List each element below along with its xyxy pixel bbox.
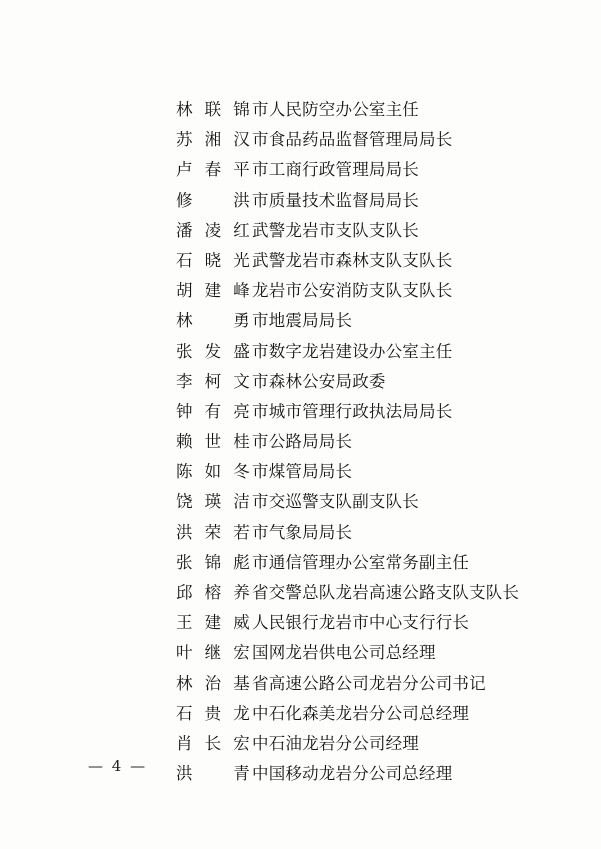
person-name: 肖长宏 (176, 733, 250, 753)
person-name: 林联锦 (176, 100, 250, 119)
person-title: 中国移动龙岩分公司总经理 (252, 764, 453, 784)
person-title: 武警龙岩市森林支队支队长 (252, 250, 453, 270)
person-name: 修 洪 (176, 190, 250, 210)
list-item (176, 428, 601, 458)
person-title: 市气象局局长 (252, 522, 353, 542)
list-item (176, 277, 601, 307)
list-item (176, 398, 601, 428)
list-item (176, 187, 601, 217)
list-item (176, 247, 601, 277)
list-item (176, 458, 601, 488)
list-item (176, 760, 601, 790)
person-name: 饶瑛洁 (176, 492, 250, 512)
person-title: 市数字龙岩建设办公室主任 (252, 341, 453, 361)
list-item (176, 639, 601, 669)
person-name: 王建威 (176, 613, 250, 633)
list-item (176, 307, 601, 337)
person-title: 中石化森美龙岩分公司总经理 (252, 703, 470, 723)
person-title: 国网龙岩供电公司总经理 (252, 643, 436, 663)
person-name: 林治基 (176, 673, 250, 693)
person-title: 武警龙岩市支队支队长 (252, 220, 419, 240)
list-item (176, 96, 601, 126)
person-title: 市地震局局长 (252, 311, 353, 331)
person-name: 胡建峰 (176, 281, 250, 301)
list-item (176, 579, 601, 609)
list-item (176, 156, 601, 186)
list-item (176, 488, 601, 518)
person-name: 石贵龙 (176, 703, 250, 723)
person-title: 市通信管理办公室常务副主任 (252, 552, 470, 572)
list-item (176, 126, 601, 156)
person-title: 市食品药品监督管理局局长 (252, 130, 453, 150)
person-name: 张发盛 (176, 341, 250, 361)
person-title: 市公路局局长 (252, 432, 353, 452)
person-name: 卢春平 (176, 160, 250, 180)
person-name: 陈如冬 (176, 462, 250, 482)
person-name: 林 勇 (176, 311, 250, 331)
list-item (176, 519, 601, 549)
person-title: 市煤管局局长 (252, 462, 353, 482)
person-name: 赖世桂 (176, 432, 250, 452)
person-name: 张锦彪 (176, 552, 250, 572)
person-title: 市工商行政管理局局长 (252, 160, 419, 180)
list-item (176, 217, 601, 247)
person-title: 人民银行龙岩市中心支行行长 (252, 613, 470, 633)
person-title: 省交警总队龙岩高速公路支队支队长 (252, 583, 520, 602)
person-name: 潘凌红 (176, 220, 250, 240)
roster-list (0, 96, 601, 790)
person-name: 邱榕养 (176, 583, 250, 602)
person-title: 市城市管理行政执法局局长 (252, 401, 453, 421)
list-item (176, 368, 601, 398)
person-title: 市森林公安局政委 (252, 371, 386, 391)
person-title: 市交巡警支队副支队长 (252, 492, 419, 512)
person-name: 石晓光 (176, 250, 250, 270)
list-item (176, 338, 601, 368)
list-item (176, 730, 601, 760)
page-number: — 4 — (88, 757, 148, 775)
list-item (176, 670, 601, 700)
person-title: 市质量技术监督局局长 (252, 190, 419, 210)
person-title: 市人民防空办公室主任 (252, 100, 419, 119)
person-name: 洪荣若 (176, 522, 250, 542)
list-item (176, 549, 601, 579)
person-name: 李柯文 (176, 371, 250, 391)
list-item (176, 609, 601, 639)
person-name: 钟有亮 (176, 401, 250, 421)
person-name: 叶继宏 (176, 643, 250, 663)
person-title: 中石油龙岩分公司经理 (252, 733, 419, 753)
person-name: 苏湘汉 (176, 130, 250, 150)
person-title: 龙岩市公安消防支队支队长 (252, 281, 453, 301)
person-name: 洪 青 (176, 764, 250, 784)
list-item (176, 700, 601, 730)
person-title: 省高速公路公司龙岩分公司书记 (252, 673, 486, 693)
